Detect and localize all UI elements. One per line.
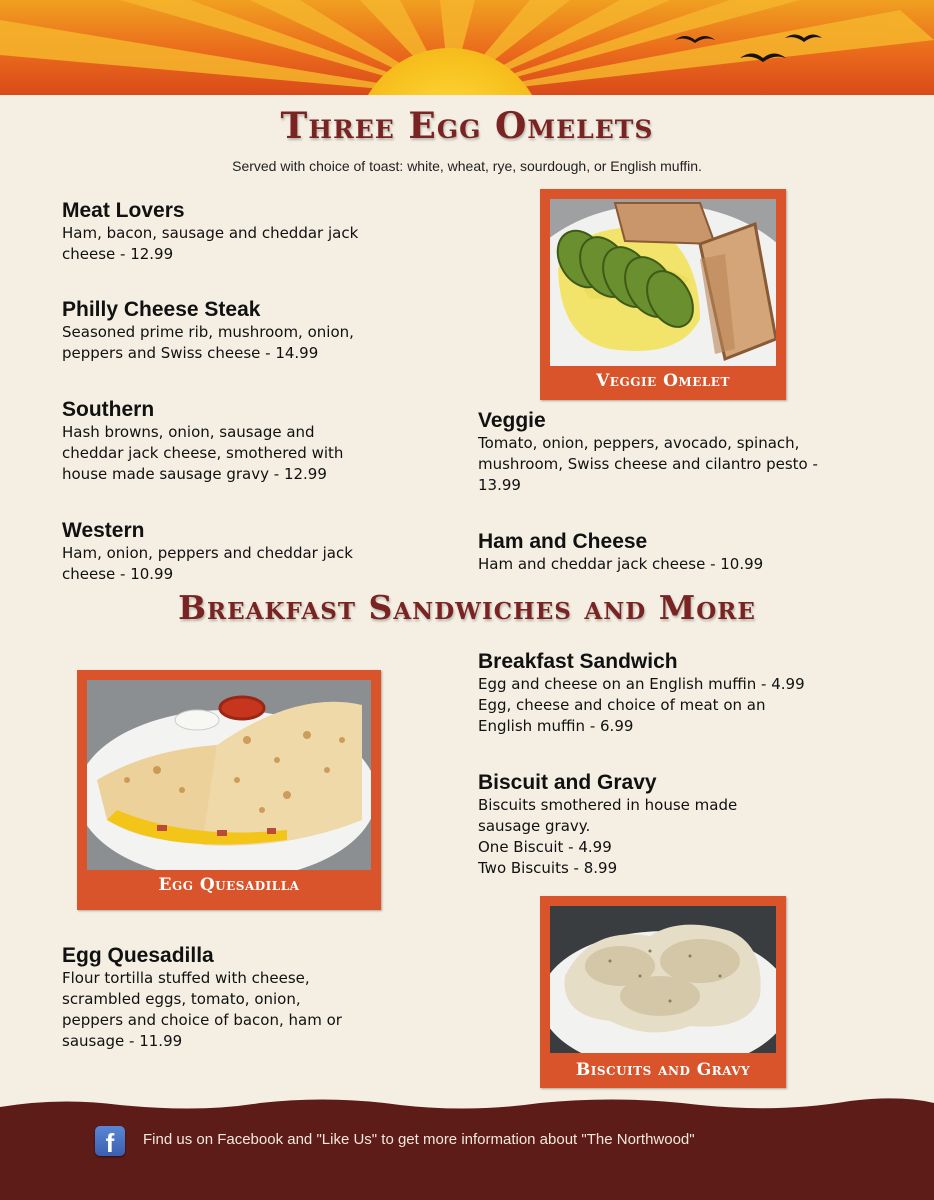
item-name: Philly Cheese Steak <box>62 298 261 321</box>
menu-item-philly-cheese-steak <box>62 298 354 364</box>
photo-caption: Biscuits and Gravy <box>575 1060 751 1080</box>
menu-item-biscuit-and-gravy <box>478 771 737 879</box>
item-name: Meat Lovers <box>62 199 185 222</box>
item-name: Veggie <box>478 409 546 432</box>
veggie-omelet-photo <box>550 199 776 366</box>
biscuits-and-gravy-photo-frame <box>540 896 786 1088</box>
item-description: Ham and cheddar jack cheese - 10.99 <box>478 555 764 573</box>
egg-quesadilla-photo <box>87 680 371 870</box>
omelets-section-title: Three Egg Omelets <box>280 105 654 147</box>
item-name: Breakfast Sandwich <box>478 650 678 673</box>
facebook-promo-text: Find us on Facebook and "Like Us" to get more information about "The Northwood" <box>143 1131 695 1148</box>
item-name: Southern <box>62 398 155 421</box>
item-name: Western <box>62 519 145 542</box>
item-description: Seasoned prime rib, mushroom, onion, peppers and Swiss cheese - 14.99 <box>62 323 354 362</box>
egg-quesadilla-photo-frame <box>77 670 381 910</box>
item-name: Biscuit and Gravy <box>478 771 657 794</box>
photo-caption: Veggie Omelet <box>596 371 730 391</box>
item-description: Ham, onion, peppers and cheddar jack cheese - 10.99 <box>62 544 353 583</box>
sandwiches-section-title: Breakfast Sandwiches and More <box>178 588 756 627</box>
menu-item-meat-lovers <box>62 199 358 265</box>
menu-item-breakfast-sandwich <box>478 650 805 737</box>
omelets-subtitle: Served with choice of toast: white, wheat, rye, sourdough, or English muffin. <box>232 158 702 174</box>
menu-item-southern <box>62 398 343 485</box>
item-description: Hash browns, onion, sausage and cheddar jack cheese, smothered with house made sausage gravy - 12.99 <box>62 423 344 483</box>
item-description: Flour tortilla stuffed with cheese, scrambled eggs, tomato, onion, peppers and choice of bacon, ham or sausage - 11.99 <box>62 969 342 1050</box>
menu-item-egg-quesadilla <box>62 944 342 1052</box>
sunrise-banner <box>0 0 934 95</box>
veggie-omelet-photo-frame <box>540 189 786 400</box>
item-description: Egg and cheese on an English muffin - 4.99 Egg, cheese and choice of meat on an English muffin - 6.99 <box>478 675 805 735</box>
photo-caption: Egg Quesadilla <box>158 875 300 895</box>
item-name: Ham and Cheese <box>478 530 648 553</box>
menu-item-ham-and-cheese <box>478 530 763 575</box>
biscuits-and-gravy-photo <box>550 906 776 1053</box>
item-name: Egg Quesadilla <box>62 944 214 967</box>
menu-item-western <box>62 519 353 585</box>
birds-icon <box>670 28 830 73</box>
item-description: Tomato, onion, peppers, avocado, spinach, mushroom, Swiss cheese and cilantro pesto - 13.99 <box>478 434 818 494</box>
facebook-icon[interactable]: f <box>95 1126 125 1156</box>
item-description: Ham, bacon, sausage and cheddar jack cheese - 12.99 <box>62 224 359 263</box>
menu-item-veggie <box>478 409 818 496</box>
item-description: Biscuits smothered in house made sausage gravy. One Biscuit - 4.99 Two Biscuits - 8.99 <box>478 796 738 877</box>
